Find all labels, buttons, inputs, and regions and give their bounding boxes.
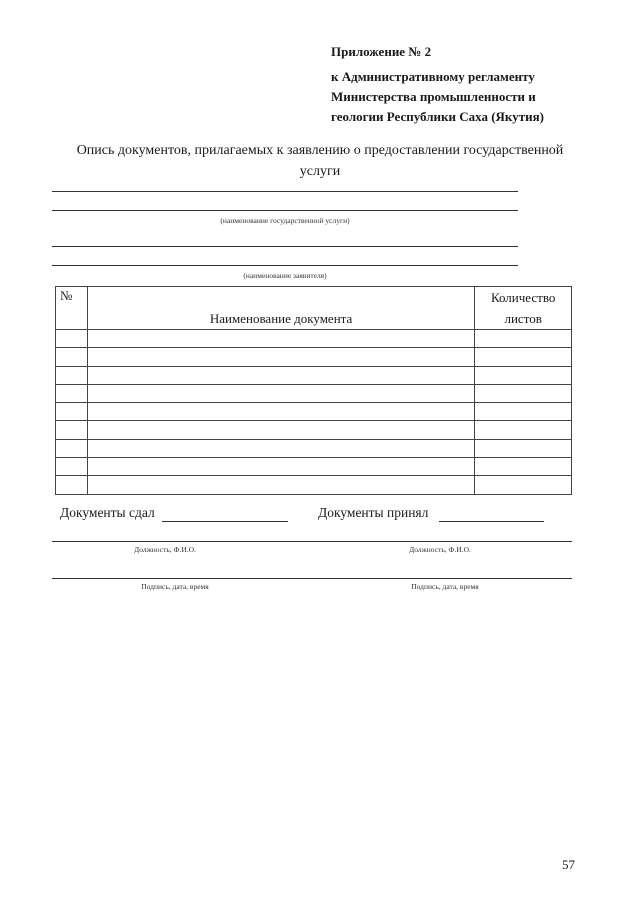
header-sheet-count-line-1: Количество xyxy=(490,290,556,305)
title-line-1: Опись документов, прилагаемых к заявлению о предоставлении государственной xyxy=(76,143,564,158)
header-document-name: Наименование документа xyxy=(87,287,475,330)
applicant-name-caption: (наименование заявителя) xyxy=(243,271,327,280)
service-name-line-2[interactable] xyxy=(52,210,518,211)
handed-over-signature-caption: Подпись, дата, время xyxy=(141,582,209,591)
applicant-name-line-2[interactable] xyxy=(52,265,518,266)
handed-over-label: Документы сдал xyxy=(60,505,155,520)
accepted-position-caption: Должность, Ф.И.О. xyxy=(409,545,471,554)
document-name-cell[interactable] xyxy=(87,384,475,402)
documents-table xyxy=(55,286,572,495)
sheet-count-cell[interactable] xyxy=(475,421,572,439)
table-row xyxy=(56,439,572,457)
handed-over-blank[interactable] xyxy=(162,521,288,522)
header-sheet-count-line-2: листов xyxy=(504,311,542,326)
number-cell[interactable] xyxy=(56,421,88,439)
table-row xyxy=(56,403,572,421)
document-name-cell[interactable] xyxy=(87,330,475,348)
document-name-cell[interactable] xyxy=(87,476,475,494)
number-cell[interactable] xyxy=(56,403,88,421)
sheet-count-cell[interactable] xyxy=(475,348,572,366)
table-body xyxy=(56,330,572,495)
header-sheet-count xyxy=(475,287,572,330)
number-cell[interactable] xyxy=(56,384,88,402)
applicant-name-line-1[interactable] xyxy=(52,246,518,247)
number-cell[interactable] xyxy=(56,348,88,366)
table-row xyxy=(56,421,572,439)
sheet-count-cell[interactable] xyxy=(475,476,572,494)
appendix-number: Приложение № 2 xyxy=(331,44,432,59)
table-row xyxy=(56,366,572,384)
handed-over-position-caption: Должность, Ф.И.О. xyxy=(134,545,196,554)
document-name-cell[interactable] xyxy=(87,348,475,366)
table-row xyxy=(56,384,572,402)
service-name-line-1[interactable] xyxy=(52,191,518,192)
appendix-line-2: Министерства промышленности и xyxy=(331,89,536,104)
table-header-row xyxy=(56,287,572,330)
title-line-2: услуги xyxy=(299,164,341,179)
document-name-cell[interactable] xyxy=(87,439,475,457)
number-cell[interactable] xyxy=(56,458,88,476)
document-name-cell[interactable] xyxy=(87,458,475,476)
header-number: № xyxy=(56,287,88,330)
appendix-line-3: геологии Республики Саха (Якутия) xyxy=(331,109,544,124)
signature-line[interactable] xyxy=(52,578,572,579)
sheet-count-cell[interactable] xyxy=(475,330,572,348)
number-cell[interactable] xyxy=(56,476,88,494)
appendix-line-1: к Административному регламенту xyxy=(331,69,535,84)
table-row xyxy=(56,476,572,494)
accepted-blank[interactable] xyxy=(439,521,544,522)
document-name-cell[interactable] xyxy=(87,366,475,384)
sheet-count-cell[interactable] xyxy=(475,366,572,384)
document-name-cell[interactable] xyxy=(87,421,475,439)
table-row xyxy=(56,330,572,348)
document-title xyxy=(40,140,600,182)
service-name-caption: (наименование государственной услуги) xyxy=(220,216,350,225)
position-line[interactable] xyxy=(52,541,572,542)
accepted-label: Документы принял xyxy=(318,505,429,520)
sheet-count-cell[interactable] xyxy=(475,384,572,402)
sheet-count-cell[interactable] xyxy=(475,458,572,476)
number-cell[interactable] xyxy=(56,439,88,457)
number-cell[interactable] xyxy=(56,330,88,348)
sheet-count-cell[interactable] xyxy=(475,439,572,457)
accepted-signature-caption: Подпись, дата, время xyxy=(411,582,479,591)
table-row xyxy=(56,348,572,366)
document-name-cell[interactable] xyxy=(87,403,475,421)
sheet-count-cell[interactable] xyxy=(475,403,572,421)
table-row xyxy=(56,458,572,476)
number-cell[interactable] xyxy=(56,366,88,384)
page-number: 57 xyxy=(562,857,575,872)
